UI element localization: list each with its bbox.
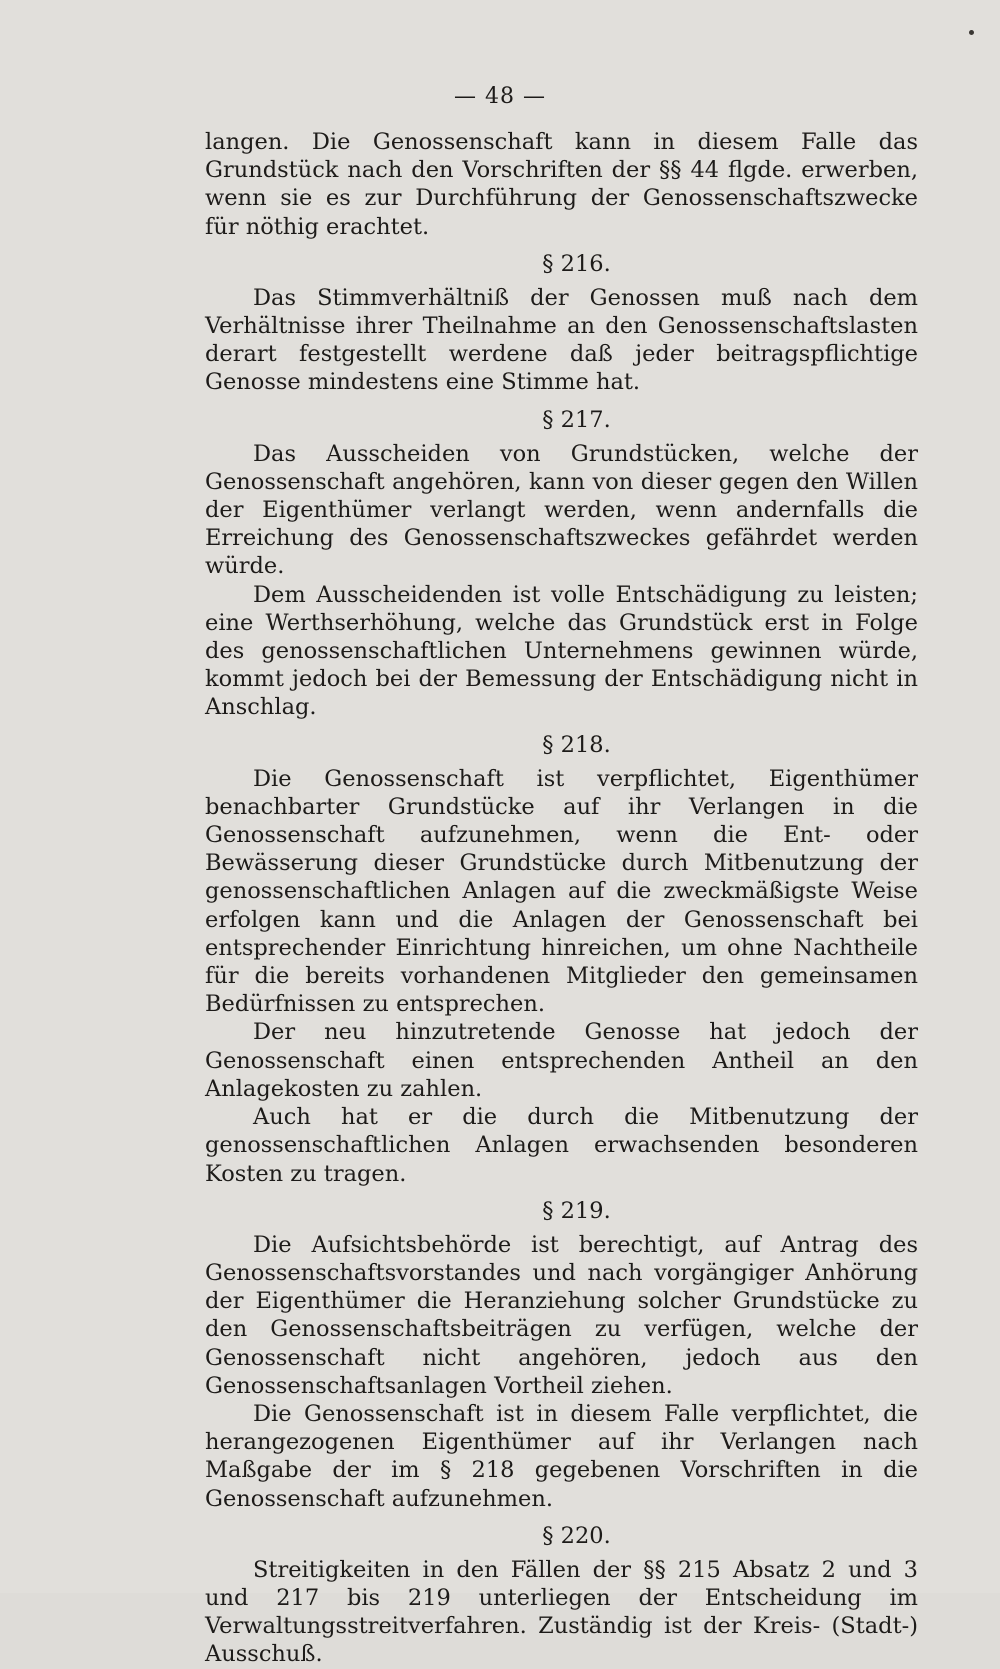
paragraph: Das Ausscheiden von Grundstücken, welche der Genossenschaft angehören, kann von dieser gegen den Willen der Eigenthümer verlangt werden, wenn andernfalls die Erreichung des Genossenschaftszweckes gefährdet werden würde. xyxy=(205,440,918,580)
paragraph: Dem Ausscheidenden ist volle Entschädigung zu leisten; eine Werthserhöhung, welche das Grundstück erst in Folge des genossenschaftlichen Unternehmens gewinnen würde, kommt jedoch bei der Bemessung der Entschädigung nicht in Anschlag. xyxy=(205,581,918,721)
section-heading: § 217. xyxy=(542,406,611,433)
paragraph: Der neu hinzutretende Genosse hat jedoch der Genossenschaft einen entsprechenden Antheil an den Anlagekosten zu zahlen. xyxy=(205,1019,918,1102)
page-number: — 48 — xyxy=(454,84,546,109)
section-heading: § 218. xyxy=(542,731,611,758)
paragraph: Die Aufsichtsbehörde ist berechtigt, auf Antrag des Genossenschaftsvorstandes und nach vorgängiger Anhörung der Eigenthümer die Heranziehung solcher Grundstücke zu den Genossenschaftsbeiträgen zu verfügen, welche der Genossenschaft nicht angehören, jedoch aus den Genossenschaftsanlagen Vortheil ziehen. xyxy=(205,1231,918,1399)
paragraph: Die Genossenschaft ist verpflichtet, Eigenthümer benachbarter Grundstücke auf ihr Verlangen in die Genossenschaft aufzunehmen, wenn die Ent- oder Bewässerung dieser Grundstücke durch Mitbenutzung der genossenschaftlichen Anlagen auf die zweckmäßigste Weise erfolgen kann und die Anlagen der Genossenschaft bei entsprechender Einrichtung hinreichen, um ohne Nachtheile für die bereits vorhandenen Mitglieder den gemeinsamen Bedürfnissen zu entsprechen. xyxy=(205,765,918,1018)
page-body xyxy=(205,128,918,1669)
paragraph: Die Genossenschaft ist in diesem Falle verpflichtet, die herangezogenen Eigenthümer auf ihr Verlangen nach Maßgabe der im § 218 gegebenen Vorschriften in die Genossenschaft aufzunehmen. xyxy=(205,1400,918,1512)
section-heading: § 220. xyxy=(542,1522,611,1549)
paragraph: Auch hat er die durch die Mitbenutzung der genossenschaftlichen Anlagen erwachsenden besonderen Kosten zu tragen. xyxy=(205,1104,918,1187)
section-heading: § 219. xyxy=(542,1197,611,1224)
paragraph: langen. Die Genossenschaft kann in diesem Falle das Grundstück nach den Vorschriften der §§ 44 flgde. erwerben, wenn sie es zur Durchführung der Genossenschaftszwecke für nöthig erachtet. xyxy=(205,129,918,240)
paragraph: Streitigkeiten in den Fällen der §§ 215 Absatz 2 und 3 und 217 bis 219 unterliegen der Entscheidung im Verwaltungsstreitverfahren. Zuständig ist der Kreis- (Stadt-) Ausschuß. xyxy=(205,1556,918,1668)
ink-speck xyxy=(969,30,974,35)
section-heading: § 216. xyxy=(542,250,611,277)
paragraph: Das Stimmverhältniß der Genossen muß nach dem Verhältnisse ihrer Theilnahme an den Genossenschaftslasten derart festgestellt werdene daß jeder beitragspflichtige Genosse mindestens eine Stimme hat. xyxy=(205,284,918,396)
